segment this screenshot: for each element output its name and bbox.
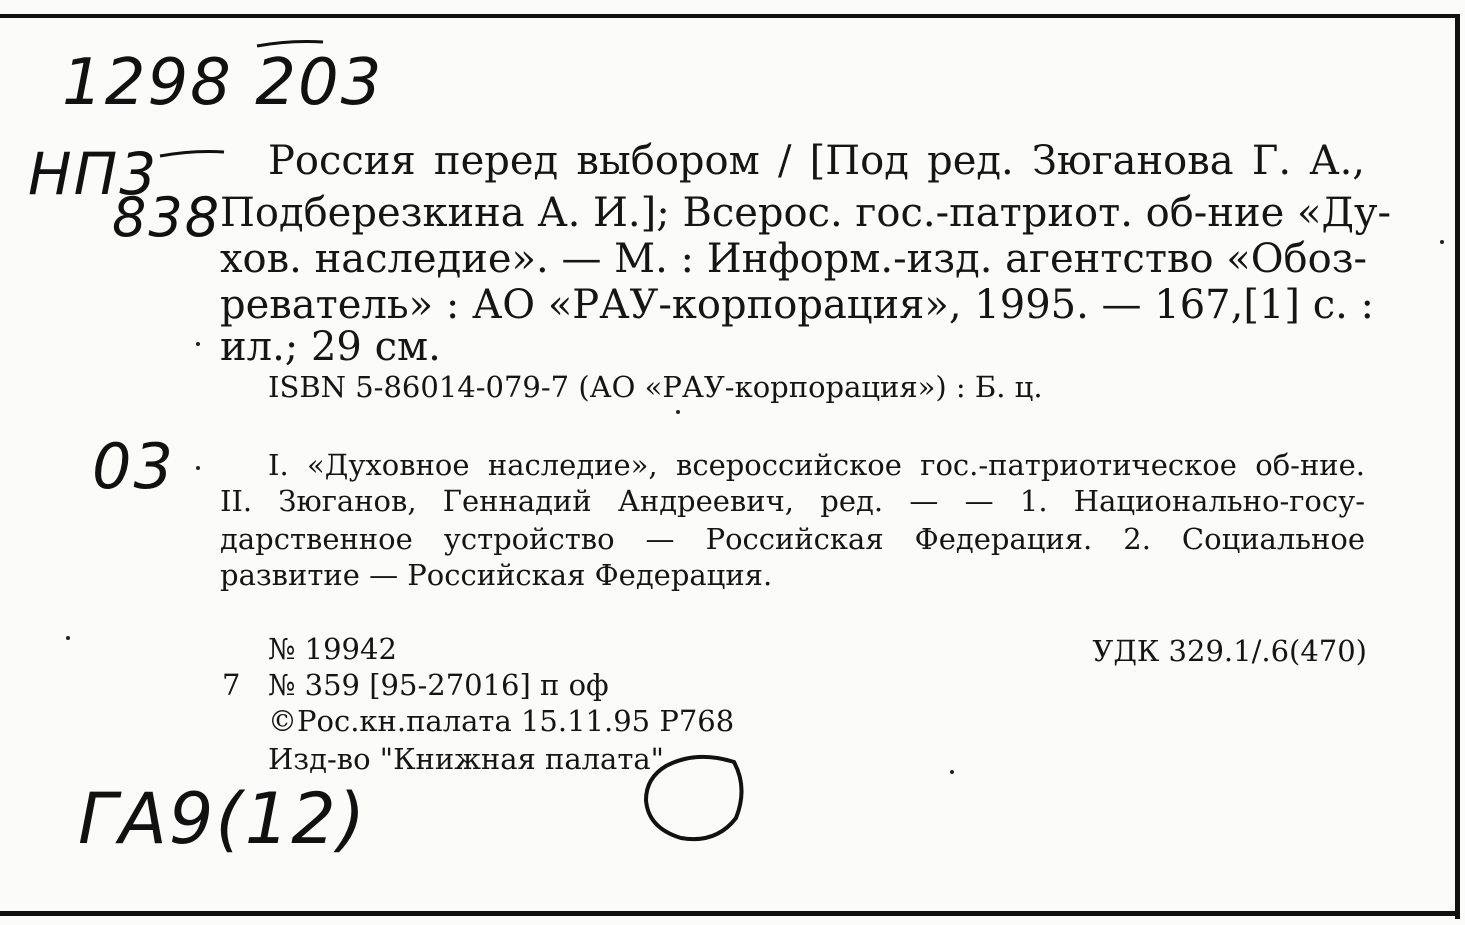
handwritten-code-a: НП3 (28, 140, 159, 208)
speck (676, 410, 680, 414)
speck (1440, 240, 1444, 244)
description-line-1: Россия перед выбором / [Под ред. Зюганова Г. А., (268, 138, 1365, 184)
isbn-line: ISBN 5-86014-079-7 (АО «РАУ-корпорация») : Б. ц. (268, 370, 1043, 404)
book-chamber-line: ©Рос.кн.палата 15.11.95 Р768 (268, 704, 735, 738)
publisher-line: Изд-во "Книжная палата" (268, 742, 665, 776)
description-line-5: ил.; 29 см. (220, 324, 441, 370)
speck (196, 466, 200, 470)
udc-code: УДК 329.1/.6(470) (1092, 634, 1367, 668)
handwritten-dash (158, 146, 228, 160)
subject-line-2: II. Зюганов, Геннадий Андреевич, ред. — — 1. Национально-госу- (220, 484, 1365, 518)
punch-hole (636, 748, 756, 848)
speck (196, 342, 200, 346)
description-line-2: Подберезкина А. И.]; Всерос. гос.-патриот. об-ние «Ду- (220, 190, 1392, 236)
handwritten-code-c: 03 (92, 430, 175, 503)
subject-line-4: развитие — Российская Федерация. (220, 558, 773, 592)
subject-line-1: I. «Духовное наследие», всероссийское гос.-патриотическое об-ние. (268, 448, 1365, 482)
card-number: № 359 [95-27016] п оф (268, 668, 609, 702)
card-border-right (1455, 14, 1460, 919)
record-number: № 19942 (268, 632, 397, 666)
handwritten-call-number: 1298 203 (62, 46, 384, 120)
handwritten-code-b: 838 (112, 186, 222, 249)
description-line-4: реватель» : АО «РАУ-корпорация», 1995. — 167,[1] с. : (220, 282, 1375, 328)
description-line-3: хов. наследие». — М. : Информ.-изд. агентство «Обоз- (220, 236, 1368, 282)
speck (66, 636, 70, 640)
call-number-overline (255, 38, 325, 50)
card-border-bottom (0, 911, 1460, 916)
handwritten-code-d: ГА9(12) (78, 778, 368, 860)
subject-line-3: дарственное устройство — Российская Федерация. 2. Социальное (220, 522, 1365, 556)
card-border-top (0, 14, 1458, 18)
card-digit: 7 (222, 668, 241, 702)
speck (950, 770, 954, 774)
